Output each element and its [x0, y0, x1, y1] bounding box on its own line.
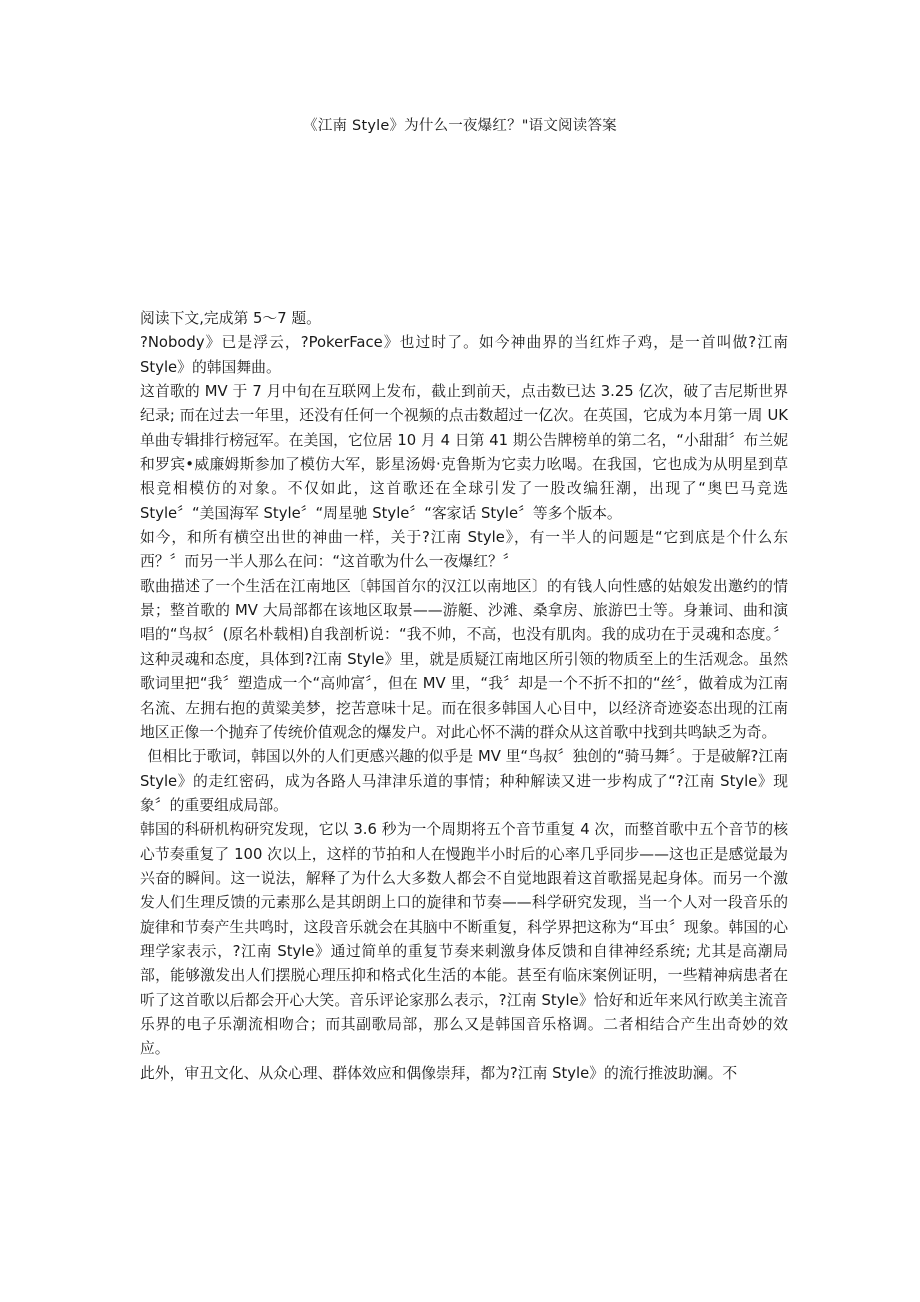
paragraph-instruction: 阅读下文,完成第 5～7 题。 — [140, 310, 321, 327]
document-body — [140, 307, 788, 1086]
paragraph: 歌曲描述了一个生活在江南地区〔韩国首尔的汉江以南地区〕的有钱人向性感的姑娘发出邀约的情景；整首歌的 MV 大局部都在该地区取景——游艇、沙滩、桑拿房、旅游巴士等。身兼词、曲和演唱的“鸟叔〞(原名朴载相)自我剖析说：“我不帅，不高，也没有肌肉。我的成功在于灵魂和态度。〞这种灵魂和态度，具体到?江南 Style》里，就是质疑江南地区所引领的物质至上的生活观念。虽然歌词里把“我〞塑造成一个“高帅富〞，但在 MV 里，“我〞却是一个不折不扣的“丝〞，做着成为江南名流、左拥右抱的黄粱美梦，挖苦意味十足。而在很多韩国人心目中，以经济奇迹姿态出现的江南地区正像一个抛弃了传统价值观念的爆发户。对此心怀不满的群众从这首歌中找到共鸣缺乏为奇。 — [140, 577, 788, 741]
paragraph: 此外，审丑文化、从众心理、群体效应和偶像崇拜，都为?江南 Style》的流行推波助澜。不 — [140, 1064, 738, 1082]
paragraph: 这首歌的 MV 于 7 月中旬在互联网上发布，截止到前天，点击数已达 3.25 亿次，破了吉尼斯世界纪录; 而在过去一年里，还没有任何一个视频的点击数超过一亿次。在英国，它成为本月第一周 UK 单曲专辑排行榜冠军。在美国，它位居 10 月 4 日第 41 期公告牌榜单的第二名，“小甜甜〞布兰妮和罗宾•威廉姆斯参加了模仿大军，影星汤姆·克鲁斯为它卖力吆喝。在我国，它也成为从明星到草根竞相模仿的对象。不仅如此，这首歌还在全球引发了一股改编狂潮，出现了“奥巴马竞选 Style〞“美国海军 Style〞“周星驰 Style〞“客家话 Style〞等多个版本。 — [140, 383, 788, 522]
paragraph: 如今，和所有横空出世的神曲一样，关于?江南 Style》，有一半人的问题是“它到底是个什么东西？〞而另一半人那么在问：“这首歌为什么一夜爆红？〞 — [140, 529, 788, 571]
paragraph: ?Nobody》已是浮云，?PokerFace》也过时了。如今神曲界的当红炸子鸡，是一首叫做?江南 Style》的韩国舞曲。 — [140, 334, 788, 376]
paragraph: 但相比于歌词，韩国以外的人们更感兴趣的似乎是 MV 里“鸟叔〞独创的“骑马舞〞。于是破解?江南 Style》的走红密码，成为各路人马津津乐道的事情；种种解读又进一步构成了“?江南 Style》现象〞的重要组成局部。 — [140, 748, 788, 814]
paragraph: 韩国的科研机构研究发现，它以 3.6 秒为一个周期将五个音节重复 4 次，而整首歌中五个音节的核心节奏重复了 100 次以上，这样的节拍和人在慢跑半小时后的心率几乎同步——这也正是感觉最为兴奋的瞬间。这一说法，解释了为什么大多数人都会不自觉地跟着这首歌摇晃起身体。而另一个激发人们生理反馈的元素那么是其朗朗上口的旋律和节奏——科学研究发现，当一个人对一段音乐的旋律和节奏产生共鸣时，这段音乐就会在其脑中不断重复，科学界把这称为“耳虫〞现象。韩国的心理学家表示，?江南 Style》通过简单的重复节奏来刺激身体反馈和自律神经系统; 尤其是高潮局部，能够激发出人们摆脱心理压抑和格式化生活的本能。甚至有临床案例证明，一些精神病患者在听了这首歌以后都会开心大笑。音乐评论家那么表示，?江南 Style》恰好和近年来风行欧美主流音乐界的电子乐潮流相吻合；而其副歌局部，那么又是韩国音乐格调。二者相结合产生出奇妙的效应。 — [140, 821, 788, 1058]
document-title: 《江南 Style》为什么一夜爆红？"语文阅读答案 — [303, 118, 617, 134]
